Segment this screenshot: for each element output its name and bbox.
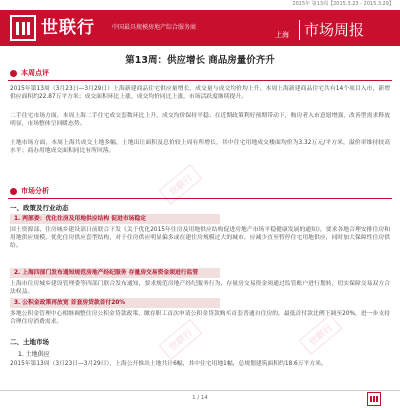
news-body-2: 上海市住房城乡建设管理委等四部门联合发布通知，要求规范房地产经纪服务行为，存量房交易资金须通过监管账户进行划转，切实保障交易双方合法权益。 [10,281,390,296]
footer-divider [0,390,400,391]
section-analysis-header [8,186,392,199]
company-logo-icon [10,15,36,41]
news-body-3: 多地公积金管理中心相继调整住房公积金贷款政策，缴存职工首次申请公积金贷款购买首套普通自住房的，最低首付款比例下调至20%，进一步支持合理住房消费需求。 [10,311,390,326]
section-bullet-icon [10,188,17,195]
report-type: 市场周报 [304,21,365,39]
subsection-land-market: 二、土地市场 [10,338,49,346]
summary-paragraph-1: 2015年第13周（3月23日—3月29日）上海新建商品住宅供应量增长，成交量与成交均价均上升。本周上海新建商品住宅共有14个项目入市，新增供应面积约22.87万平方米；成交面积环比上涨，成交均价同比上涨，市场活跃度继续提升。 [10,86,390,101]
summary-paragraph-2: 二手住宅市场方面，本周上海二手住宅成交套数环比上升，成交均价保持平稳；在近期政策利好预期带动下，购房者入市意愿增强，改善型需求释放明显，市场整体呈回暖态势。 [10,113,390,128]
section-summary-title: 本周点评 [21,69,49,77]
subsection-land-supply: 1. 土地供应 [18,351,50,358]
brand-slogan: 中国最具规模房地产综合服务商 [112,24,197,31]
footer-logo-icon [367,392,381,406]
report-title: 第13周：供应增长 商品房量价齐升 [125,55,275,66]
report-period: 2015年 第13周【2015.3.23 - 2015.3.29】 [292,1,394,7]
subsection-policy: 一、政策及行业动态 [10,204,69,212]
header-banner [0,10,400,46]
section-bullet-icon [10,70,17,77]
news-body-1: 国土资源部、住房城乡建设部日前联合下发《关于优化2015年住房及用地供应结构促进房地产市场平稳健康发展的通知》，要求各地合理安排住房和用地供应规模，优化住房供应套型结构，对于住房供应明显偏多或在建住房规模过大的城市，应减少直至暂停住宅用地供应，同时加大保障性住房供给。 [10,227,390,250]
land-supply-body: 2015年第13周（3月23日—3月29日），上海公开推出土地共计6幅，其中住宅用地1幅，总规划建筑面积约18.6万平方米。 [10,361,327,367]
news-headline-2: 2. 上海四部门发布通知规范房地产经纪服务 存量房交易资金须进行监管 [10,268,220,278]
news-headline-1: 1. 两部委：优化住房及用地供应结构 促进市场稳定 [10,214,220,224]
section-summary-header [8,68,392,81]
page-number: 1 / 14 [192,395,208,401]
news-headline-3: 3. 公积金政策再放宽 首套房贷款首付20% [10,298,220,308]
header-divider [299,20,300,40]
watermark-stamp: 世联行 [299,314,343,355]
summary-paragraph-3: 土地市场方面，本周上海共成交土地多幅，土地出让面积及总价较上周有所增长，其中住宅用地成交楼面均价为3.32万元/平方米，溢价率维持较高水平；商办用地成交面积同比有所回落。 [10,140,390,155]
watermark-stamp: 世联行 [159,319,203,360]
watermark-stamp: 世联行 [159,164,203,205]
section-analysis-title: 市场分析 [21,187,49,195]
brand-name: 世联行 [41,18,95,38]
city-label: 上海 [275,31,289,39]
